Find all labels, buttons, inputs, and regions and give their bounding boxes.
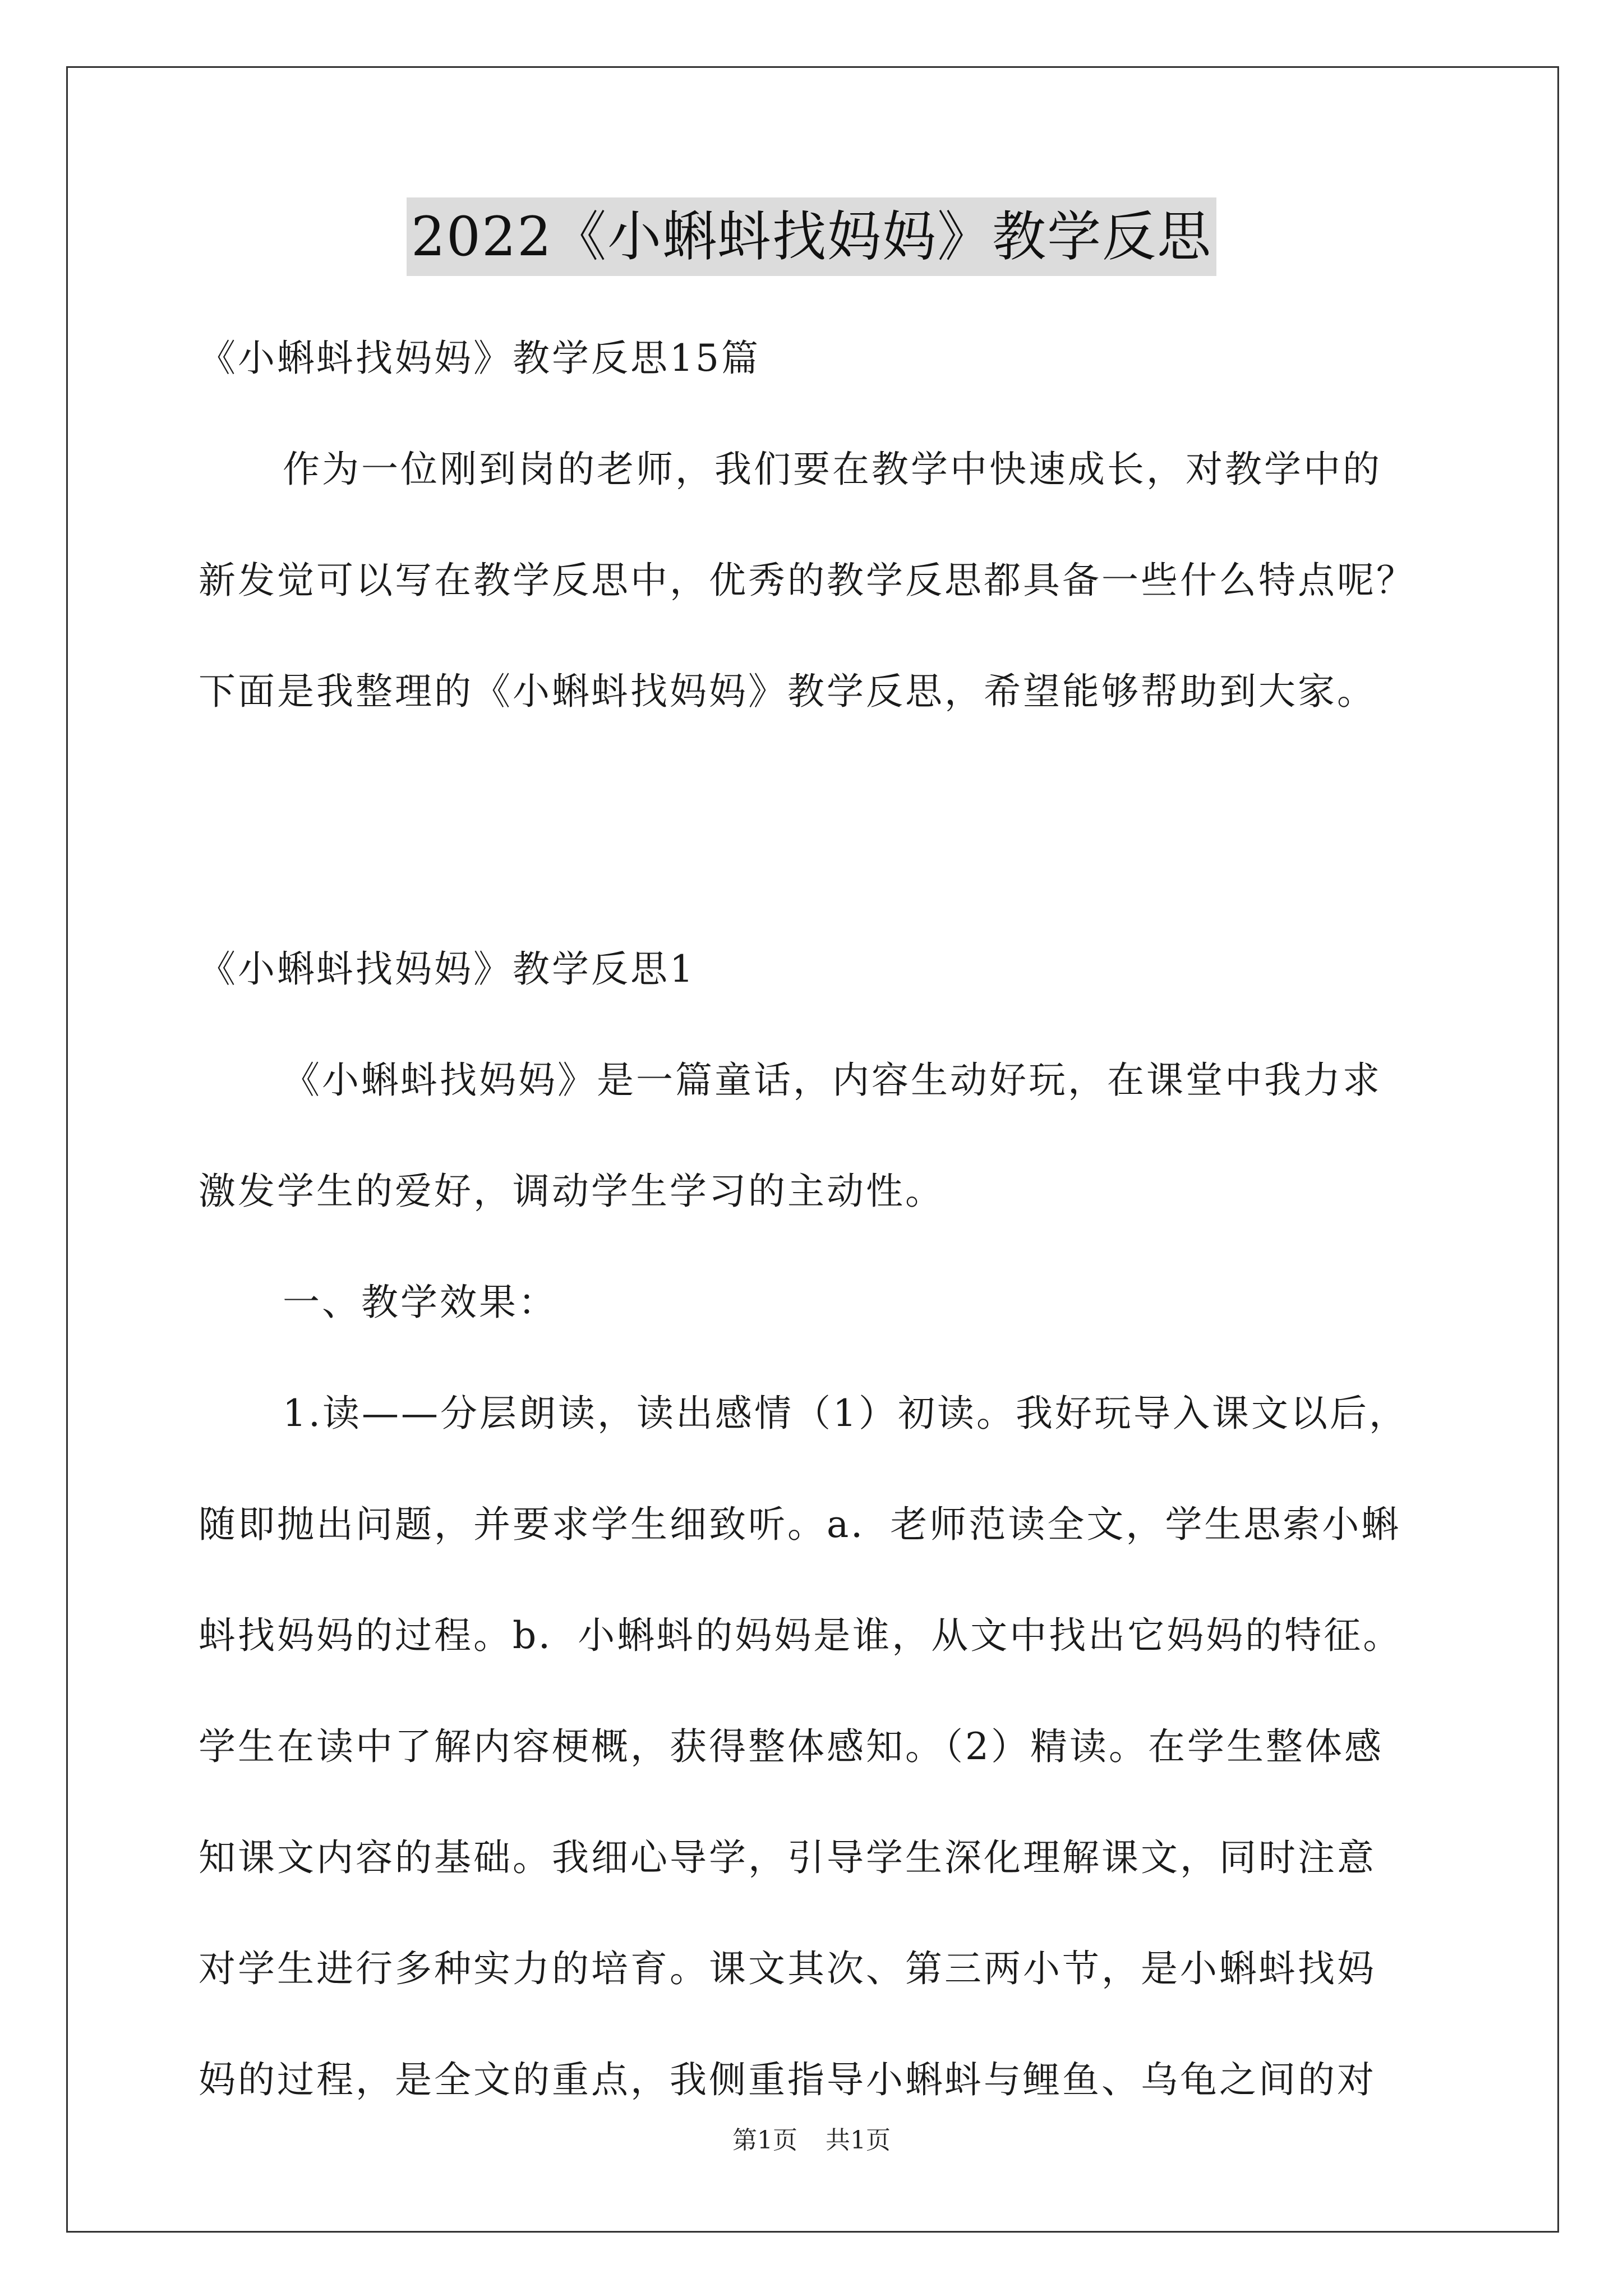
paragraph-line: 蚪找妈妈的过程。b．小蝌蚪的妈妈是谁，从文中找出它妈妈的特征。 <box>199 1614 1403 1657</box>
section-heading: 《小蝌蚪找妈妈》教学反思1 <box>199 947 695 991</box>
paragraph-line: 学生在读中了解内容梗概，获得整体感知。（2）精读。在学生整体感 <box>199 1725 1384 1768</box>
paragraph-line: 1.读——分层朗读，读出感情（1）初读。我好玩导入课文以后， <box>283 1392 1408 1435</box>
paragraph-line: 对学生进行多种实力的培育。课文其次、第三两小节，是小蝌蚪找妈 <box>199 1947 1376 1990</box>
paragraph-line: 激发学生的爱好，调动学生学习的主动性。 <box>199 1170 944 1213</box>
page-total-label: 共1页 <box>826 2126 891 2155</box>
paragraph-line: 新发觉可以写在教学反思中，优秀的教学反思都具备一些什么特点呢？ <box>199 559 1415 602</box>
paragraph-line: 知课文内容的基础。我细心导学，引导学生深化理解课文，同时注意 <box>199 1836 1376 1879</box>
page-current-label: 第1页 <box>732 2126 797 2155</box>
paragraph-line: 一、教学效果： <box>283 1281 557 1324</box>
document-body <box>199 303 1449 2136</box>
title-container <box>0 197 1623 276</box>
blank-gap <box>199 747 1449 914</box>
page-footer <box>0 2124 1623 2157</box>
paragraph-line: 随即抛出问题，并要求学生细致听。a．老师范读全文，学生思索小蝌 <box>199 1503 1401 1546</box>
paragraph-line: 妈的过程，是全文的重点，我侧重指导小蝌蚪与鲤鱼、乌龟之间的对 <box>199 2058 1376 2101</box>
paragraph-line: 下面是我整理的《小蝌蚪找妈妈》教学反思，希望能够帮助到大家。 <box>199 670 1376 713</box>
document-title: 2022《小蝌蚪找妈妈》教学反思 <box>407 197 1216 276</box>
paragraph-line: 《小蝌蚪找妈妈》是一篇童话，内容生动好玩，在课堂中我力求 <box>283 1059 1382 1102</box>
subtitle-line: 《小蝌蚪找妈妈》教学反思15篇 <box>199 337 760 380</box>
paragraph-line: 作为一位刚到岗的老师，我们要在教学中快速成长，对教学中的 <box>283 448 1382 491</box>
